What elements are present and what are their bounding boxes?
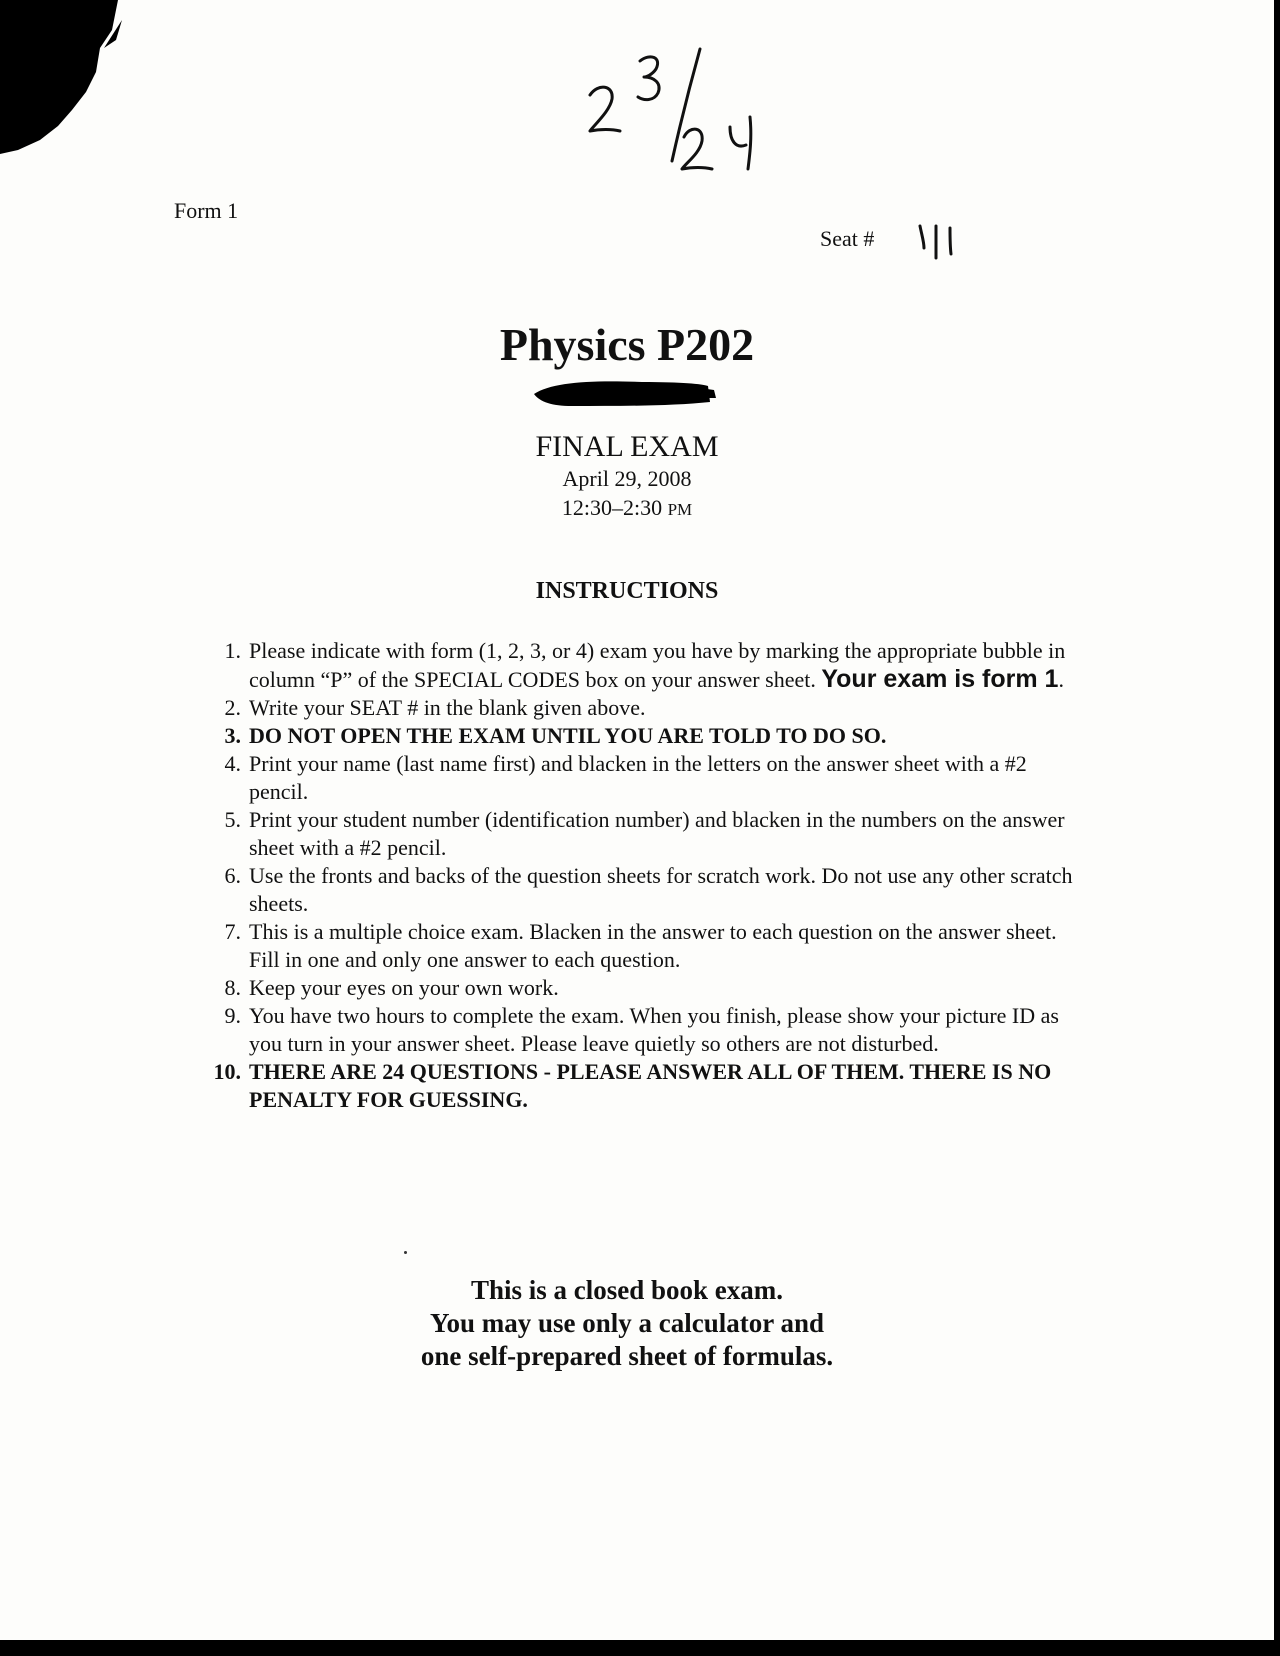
instructions-list: [205, 637, 1080, 1114]
instruction-text: DO NOT OPEN THE EXAM UNTIL YOU ARE TOLD TO DO SO.: [249, 723, 887, 748]
instruction-item: [205, 1002, 1080, 1058]
handwritten-score: [580, 45, 780, 175]
exam-header: [0, 430, 1254, 524]
seat-label: Seat #: [820, 226, 875, 251]
instruction-item: [205, 750, 1080, 806]
instruction-text: Please indicate with form (1, 2, 3, or 4) exam you have by marking the appropriate bubble in column “P” of the SPECIAL CODES box on your answer sheet.: [249, 638, 1066, 692]
instruction-number: 3.: [224, 723, 241, 748]
scan-top-marks: [120, 0, 420, 6]
instruction-number: 2.: [224, 695, 241, 720]
instruction-text: Print your student number (identification number) and blacken in the numbers on the answer sheet with a #2 pencil.: [249, 807, 1065, 860]
closing-line: You may use only a calculator and: [429, 1308, 825, 1338]
instruction-number: 8.: [224, 975, 241, 1000]
instruction-item: [205, 918, 1080, 974]
scan-border-right: [1274, 0, 1280, 1656]
instruction-text: Use the fronts and backs of the question sheets for scratch work. Do not use any other scratch sheets.: [249, 863, 1073, 916]
instruction-item: [205, 694, 1080, 722]
instruction-number: 10.: [213, 1059, 241, 1084]
instruction-number: 7.: [224, 919, 241, 944]
exam-time-suffix: PM: [667, 500, 693, 519]
instruction-text: Write your SEAT # in the blank given above.: [249, 695, 646, 720]
instruction-item: [205, 806, 1080, 862]
redacted-instructor-names: [532, 376, 732, 408]
instruction-item: [205, 862, 1080, 918]
instruction-text: You have two hours to complete the exam. When you finish, please show your picture ID as you turn in your answer sheet. Please leave quietly so others are not disturbed.: [249, 1003, 1059, 1056]
closing-line: one self-prepared sheet of formulas.: [420, 1341, 834, 1371]
instruction-item: [205, 1058, 1080, 1114]
instruction-item: [205, 722, 1080, 750]
exam-date: April 29, 2008: [562, 466, 692, 491]
instruction-text: Print your name (last name first) and blacken in the letters on the answer sheet with a #2 pencil.: [249, 751, 1027, 804]
instruction-tail: .: [1058, 667, 1064, 692]
instructions-heading: INSTRUCTIONS: [535, 578, 719, 604]
instruction-number: 5.: [224, 807, 241, 832]
scan-corner-blot: [0, 0, 130, 160]
form-label: Form 1: [174, 198, 239, 223]
instruction-emphasis: Your exam is form 1: [821, 665, 1059, 693]
handwritten-seat-number: [914, 222, 964, 262]
instruction-number: 4.: [224, 751, 241, 776]
exam-time: [0, 493, 1254, 524]
scan-border-bottom: [0, 1640, 1280, 1656]
instruction-text: Keep your eyes on your own work.: [249, 975, 559, 1000]
instruction-item: [205, 974, 1080, 1002]
instruction-text: THERE ARE 24 QUESTIONS - PLEASE ANSWER ALL OF THEM. THERE IS NO PENALTY FOR GUESSING.: [249, 1059, 1052, 1112]
instruction-text: This is a multiple choice exam. Blacken in the answer to each question on the answer sheet. Fill in one and only one answer to each question.: [249, 919, 1057, 972]
stray-mark: [404, 1251, 407, 1254]
instruction-number: 9.: [224, 1003, 241, 1028]
instruction-item: [205, 637, 1080, 694]
instruction-number: 6.: [224, 863, 241, 888]
instruction-number: 1.: [224, 638, 241, 663]
exam-time-range: 12:30–2:30: [561, 495, 663, 520]
course-title: Physics P202: [499, 319, 755, 370]
closing-notice: [0, 1274, 1254, 1373]
closing-line: This is a closed book exam.: [470, 1275, 784, 1305]
exam-title: FINAL EXAM: [535, 430, 719, 463]
